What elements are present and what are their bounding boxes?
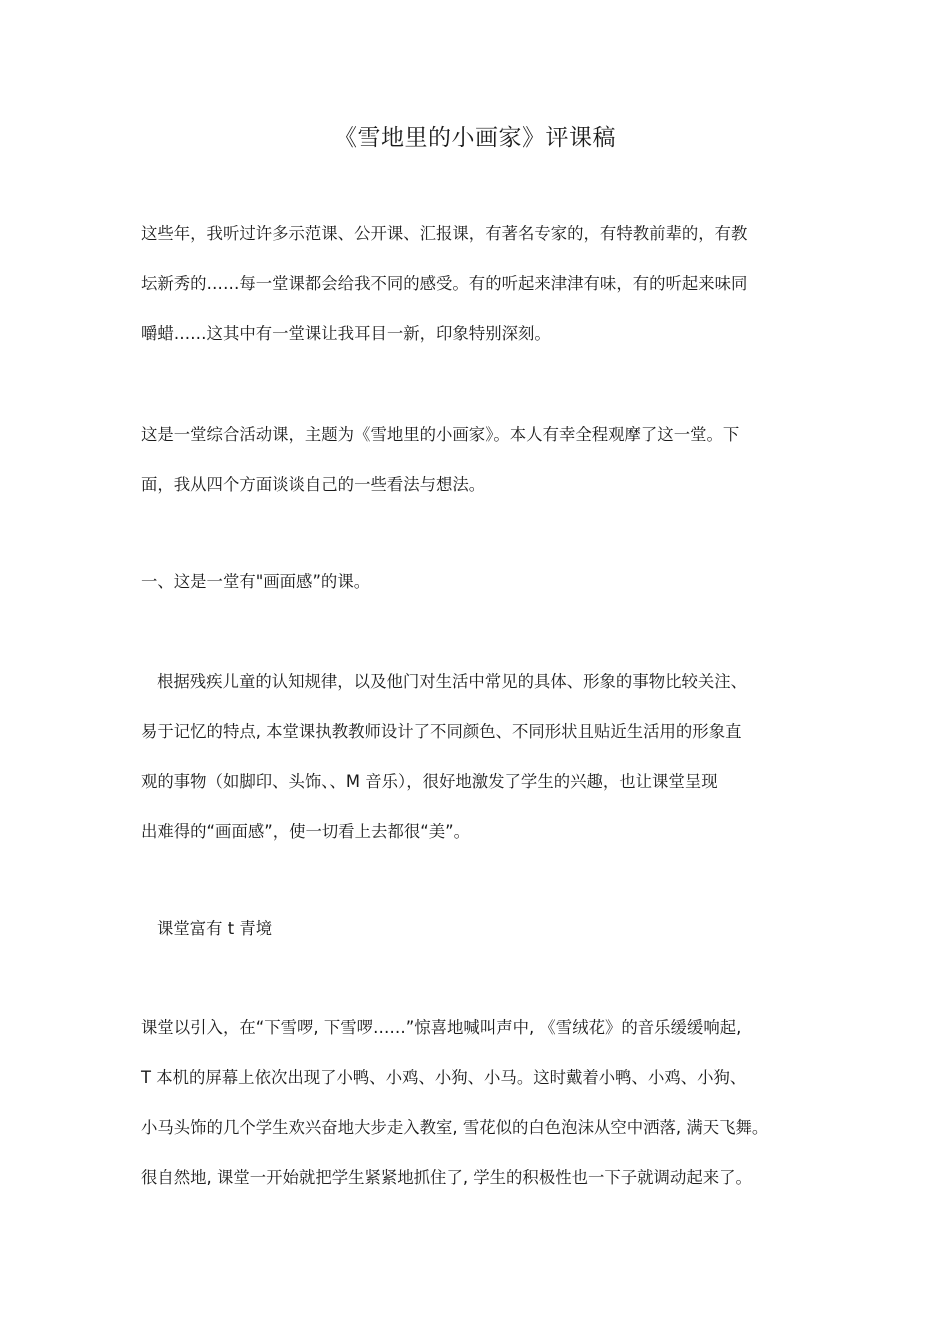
paragraph-line: 课堂以引入，在“下雪啰, 下雪啰……”惊喜地喊叫声中, 《雪绒花》的音乐缓缓响起,: [141, 1018, 742, 1037]
sub-heading-text: 课堂富有 t 青境: [157, 919, 273, 938]
paragraph-line: 观的事物（如脚印、头饰、、M 音乐），很好地激发了学生的兴趣，也让课堂呈现: [141, 772, 718, 791]
paragraph-classroom-intro: [141, 1003, 841, 1203]
paragraph-line: 面，我从四个方面谈谈自己的一些看法与想法。: [141, 475, 486, 494]
paragraph-line: 根据残疾儿童的认知规律，以及他门对生活中常见的具体、形象的事物比较关注、: [157, 672, 748, 691]
paragraph-line: 这些年，我听过许多示范课、公开课、汇报课，有著名专家的，有特教前辈的，有教: [141, 224, 748, 243]
section-heading-text: 一、这是一堂有"画面感”的课。: [141, 572, 371, 591]
sub-heading: [141, 904, 841, 954]
paragraph-line: 小马头饰的几个学生欢兴奋地大步走入教室, 雪花似的白色泡沫从空中洒落, 满天飞舞。: [141, 1118, 769, 1137]
paragraph-line: 嚼蜡……这其中有一堂课让我耳目一新，印象特别深刻。: [141, 324, 551, 343]
paragraph-line: 这是一堂综合活动课，主题为《雪地里的小画家》。本人有幸全程观摩了这一堂。下: [141, 425, 740, 444]
paragraph-overview: [141, 410, 841, 510]
section-heading-1: [141, 557, 841, 607]
paragraph-intro: [141, 209, 841, 359]
paragraph-line: T 本机的屏幕上依次出现了小鸭、小鸡、小狗、小马。这时戴着小鸭、小鸡、小狗、: [141, 1068, 747, 1087]
paragraph-line: 易于记忆的特点, 本堂课执教教师设计了不同颜色、不同形状且贴近生活用的形象直: [141, 722, 742, 741]
paragraph-line: 坛新秀的……每一堂课都会给我不同的感受。有的听起来津津有味，有的听起来味同: [141, 274, 748, 293]
paragraph-line: 很自然地, 课堂一开始就把学生紧紧地抓住了, 学生的积极性也一下子就调动起来了。: [141, 1168, 752, 1187]
document-title: 《雪地里的小画家》评课稿: [334, 125, 616, 151]
paragraph-picture-sense: [141, 657, 841, 857]
paragraph-line: 出难得的“画面感”，使一切看上去都很“美”。: [141, 822, 470, 841]
